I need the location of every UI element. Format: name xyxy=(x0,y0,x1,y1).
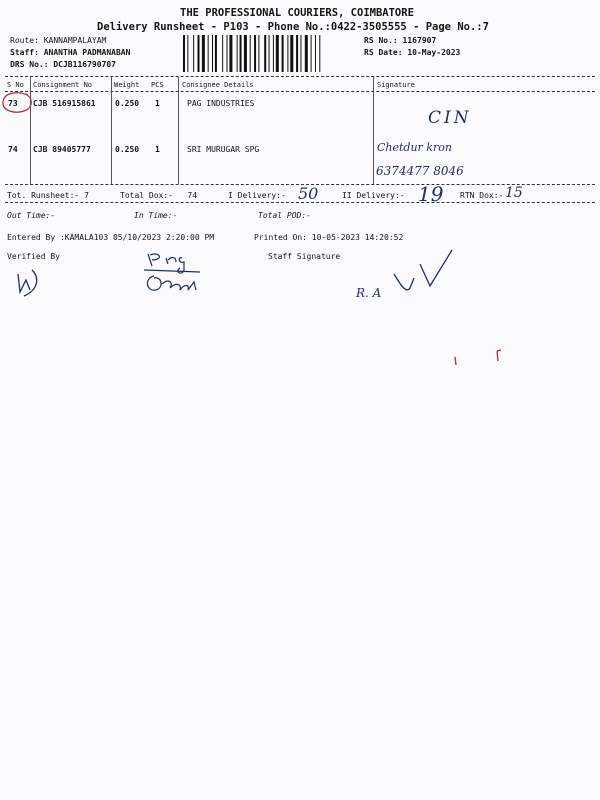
rs-date-line xyxy=(364,48,460,57)
ii-delivery-hw: 19 xyxy=(418,182,444,206)
ii-delivery-label: II Delivery:- xyxy=(342,191,405,200)
col-header-signature: Signature xyxy=(377,81,415,89)
drs-value: DCJB116790707 xyxy=(53,60,116,69)
staff-value: ANANTHA PADMANABAN xyxy=(43,48,131,57)
col-header-sno: S No xyxy=(7,81,24,89)
total-runsheet: Tot. Runsheet:- 7 xyxy=(7,191,89,200)
circle-mark xyxy=(0,89,40,119)
total-dox: Total Dox:- 74 xyxy=(120,191,198,200)
row-sno: 73 xyxy=(8,99,18,108)
col-divider xyxy=(178,77,179,184)
staff-label: Staff: xyxy=(10,48,39,57)
in-time-label: In Time:- xyxy=(134,211,178,220)
verified-by: Verified By xyxy=(7,252,60,261)
table-header-rule xyxy=(5,91,595,92)
row-signature-name: Chetdur kron xyxy=(377,141,452,154)
row-consignment: CJB 89405777 xyxy=(33,145,91,154)
verified-signature xyxy=(10,262,50,302)
row-consignee: PAG INDUSTRIES xyxy=(187,99,255,108)
row-sno: 74 xyxy=(8,145,18,154)
rs-no-label: RS No.: xyxy=(364,36,398,45)
row-signature: CIN xyxy=(428,108,472,128)
barcode-graphic xyxy=(183,35,356,72)
rtn-dox-label: RTN Dox:- xyxy=(460,191,504,200)
staff-signature-label: Staff Signature xyxy=(268,252,341,261)
row-consignment: CJB 516915861 xyxy=(33,99,96,108)
total-pod-label: Total POD:- xyxy=(258,211,311,220)
staff-line xyxy=(10,48,130,57)
out-time-label: Out Time:- xyxy=(7,211,56,220)
manager-signature xyxy=(142,248,212,298)
route-value: KANNAMPALAYAM xyxy=(43,36,107,45)
i-delivery-label: I Delivery:- xyxy=(228,191,286,200)
drs-label: DRS No.: xyxy=(10,60,49,69)
route-line xyxy=(10,36,106,45)
row-signature-phone: 6374477 8046 xyxy=(376,164,464,178)
rtn-dox-hw: 15 xyxy=(505,185,523,201)
route-label: Route: xyxy=(10,36,39,45)
col-divider xyxy=(373,77,374,184)
runsheet-subtitle: Delivery Runsheet - P103 - Phone No.:0422-3505555 - Page No.:7 xyxy=(97,21,489,33)
col-divider xyxy=(111,77,112,184)
table-top-rule xyxy=(5,76,595,77)
col-header-consignment: Consignment No xyxy=(33,81,93,89)
company-title: THE PROFESSIONAL COURIERS, COIMBATORE xyxy=(180,7,414,19)
row-pcs: 1 xyxy=(155,145,160,154)
stray-ink-marks xyxy=(450,345,510,370)
row-consignee: SRI MURUGAR SPG xyxy=(187,145,260,154)
staff-signature xyxy=(392,244,462,294)
i-delivery-hw: 50 xyxy=(298,184,319,203)
barcode xyxy=(183,35,356,72)
col-header-pcs: PCS xyxy=(151,81,164,89)
row-weight: 0.250 xyxy=(115,99,140,108)
row-pcs: 1 xyxy=(155,99,160,108)
staff-initials: R. A xyxy=(356,286,382,300)
rs-no-value: 1167907 xyxy=(402,36,437,45)
rs-date-label: RS Date: xyxy=(364,48,403,57)
rs-date-value: 10-May-2023 xyxy=(407,48,461,57)
col-header-weight: Weight xyxy=(114,81,140,89)
drs-line xyxy=(10,60,116,69)
rs-no-line xyxy=(364,36,436,45)
row-weight: 0.250 xyxy=(115,145,140,154)
printed-on: Printed On: 10-05-2023 14:20:52 xyxy=(254,233,404,242)
entered-by: Entered By :KAMALA103 05/10/2023 2:20:00 PM xyxy=(7,233,215,242)
col-header-consignee: Consignee Details xyxy=(182,81,254,89)
